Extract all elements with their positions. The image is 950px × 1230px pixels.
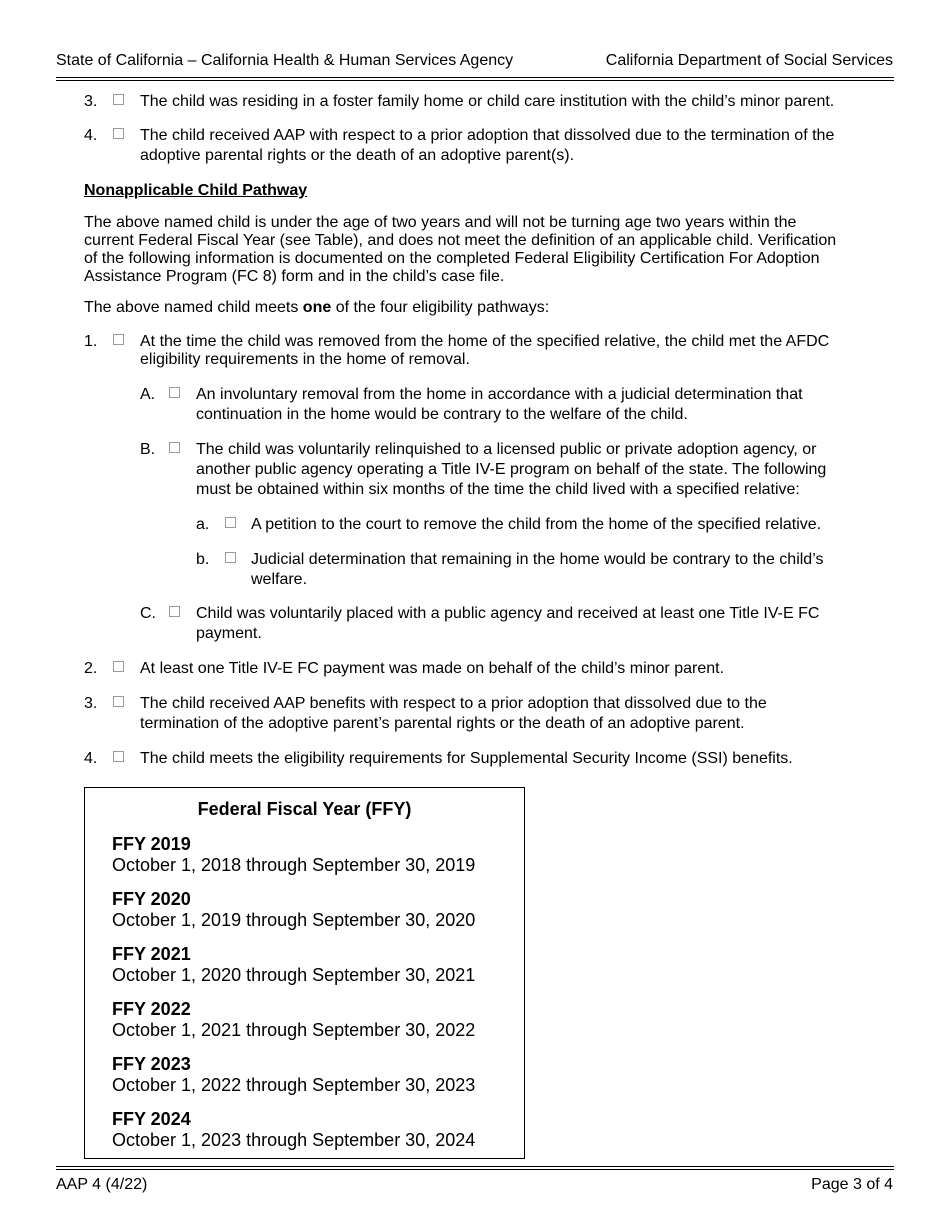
ffy-label: FFY 2024 (112, 1109, 191, 1129)
item-text-line: termination of the adoptive parent’s parental rights or the death of an adoptive parent. (140, 715, 745, 732)
pathway-1-option-a (140, 386, 896, 426)
checkbox[interactable] (225, 517, 236, 528)
checkbox[interactable] (113, 751, 124, 762)
paragraph-line: of the following information is documented on the completed Federal Eligibility Certification For Adoption (84, 250, 820, 267)
paragraph-line: current Federal Fiscal Year (see Table), and does not meet the definition of an applicable child. Verification (84, 232, 837, 249)
intro-paragraph (84, 214, 896, 286)
paragraph-line: The above named child is under the age of two years and will not be turning age two years within the (84, 214, 797, 231)
list-item (84, 127, 896, 167)
paragraph-line: Assistance Program (FC 8) form and in the child’s case file. (84, 268, 505, 285)
ffy-range: October 1, 2023 through September 30, 2024 (112, 1130, 476, 1150)
section-heading: Nonapplicable Child Pathway (84, 182, 308, 199)
item-text: At least one Title IV-E FC payment was made on behalf of the child’s minor parent. (140, 660, 725, 677)
checkbox[interactable] (169, 387, 180, 398)
ffy-label: FFY 2019 (112, 834, 191, 854)
ffy-entry (112, 834, 475, 876)
ffy-range: October 1, 2020 through September 30, 2021 (112, 965, 476, 985)
item-text: The child meets the eligibility requirements for Supplemental Security Income (SSI) benefits. (140, 750, 793, 767)
item-text-line: At the time the child was removed from the home of the specified relative, the child met the AFDC (140, 333, 830, 350)
item-number: A. (140, 386, 156, 403)
pathway-1 (84, 333, 896, 373)
ffy-range: October 1, 2018 through September 30, 2019 (112, 855, 476, 875)
pathway-2 (84, 660, 896, 680)
ffy-entry (112, 1054, 475, 1096)
checkbox[interactable] (113, 334, 124, 345)
pathway-1-option-b (140, 441, 896, 501)
item-number: 2. (84, 660, 98, 677)
item-text-line: The child was voluntarily relinquished to a licensed public or private adoption agency, or (196, 441, 817, 458)
eligibility-statement (84, 299, 896, 317)
ffy-table (84, 787, 525, 1159)
pathway-1-option-c (140, 605, 896, 645)
footer-rule-top (56, 1166, 894, 1167)
item-text-line: adoptive parental rights or the death of an adoptive parent(s). (140, 147, 575, 164)
item-number: b. (196, 551, 210, 568)
ffy-range: October 1, 2019 through September 30, 2020 (112, 910, 476, 930)
ffy-entry (112, 1109, 475, 1151)
checkbox[interactable] (113, 94, 124, 105)
header-rule-bottom (56, 80, 894, 81)
item-text-line: continuation in the home would be contrary to the welfare of the child. (196, 406, 688, 423)
ffy-label: FFY 2022 (112, 999, 191, 1019)
item-number: 3. (84, 93, 98, 110)
item-text-line: Judicial determination that remaining in the home would be contrary to the child’s (251, 551, 824, 568)
ffy-table-title: Federal Fiscal Year (FFY) (197, 799, 412, 819)
statement-emphasis: one (302, 299, 332, 316)
form-number: AAP 4 (4/22) (56, 1176, 148, 1193)
item-number: 1. (84, 333, 98, 350)
item-number: C. (140, 605, 156, 622)
item-text-line: The child received AAP benefits with respect to a prior adoption that dissolved due to the (140, 695, 767, 712)
statement-text: of the four eligibility pathways: (331, 299, 550, 316)
header-agency: State of California – California Health & Human Services Agency (56, 52, 514, 69)
item-text-line: An involuntary removal from the home in accordance with a judicial determination that (196, 386, 803, 403)
item-number: 3. (84, 695, 98, 712)
item-text-line: another public agency operating a Title IV-E program on behalf of the state. The following (196, 461, 827, 478)
ffy-label: FFY 2023 (112, 1054, 191, 1074)
item-number: 4. (84, 127, 98, 144)
pathway-4 (84, 750, 896, 770)
list-item (84, 93, 896, 113)
ffy-label: FFY 2020 (112, 889, 191, 909)
ffy-range: October 1, 2022 through September 30, 2023 (112, 1075, 476, 1095)
pathway-1-b-sub-a (196, 516, 896, 536)
ffy-entry (112, 999, 475, 1041)
page-number: Page 3 of 4 (811, 1176, 893, 1193)
statement-text: The above named child meets (84, 299, 303, 316)
pathway-3 (84, 695, 896, 735)
item-text: The child was residing in a foster family home or child care institution with the child’s minor parent. (140, 93, 835, 110)
checkbox[interactable] (113, 696, 124, 707)
item-text-line: payment. (196, 625, 262, 642)
ffy-range: October 1, 2021 through September 30, 2022 (112, 1020, 476, 1040)
item-text-line: Child was voluntarily placed with a public agency and received at least one Title IV-E FC (196, 605, 820, 622)
item-number: B. (140, 441, 156, 458)
checkbox[interactable] (113, 128, 124, 139)
item-text: A petition to the court to remove the child from the home of the specified relative. (251, 516, 822, 533)
ffy-entry (112, 944, 475, 986)
header-rule-top (56, 77, 894, 78)
checkbox[interactable] (169, 442, 180, 453)
item-text-line: must be obtained within six months of the time the child lived with a specified relative: (196, 481, 800, 498)
item-text-line: eligibility requirements in the home of removal. (140, 351, 470, 368)
ffy-entry (112, 889, 475, 931)
item-number: a. (196, 516, 210, 533)
item-text-line: The child received AAP with respect to a prior adoption that dissolved due to the termination of the (140, 127, 835, 144)
checkbox[interactable] (169, 606, 180, 617)
item-number: 4. (84, 750, 98, 767)
ffy-label: FFY 2021 (112, 944, 191, 964)
pathway-1-b-sub-b (196, 551, 896, 591)
checkbox[interactable] (225, 552, 236, 563)
checkbox[interactable] (113, 661, 124, 672)
header-department: California Department of Social Services (605, 52, 893, 69)
item-text-line: welfare. (251, 571, 308, 588)
footer-rule-bottom (56, 1169, 894, 1170)
